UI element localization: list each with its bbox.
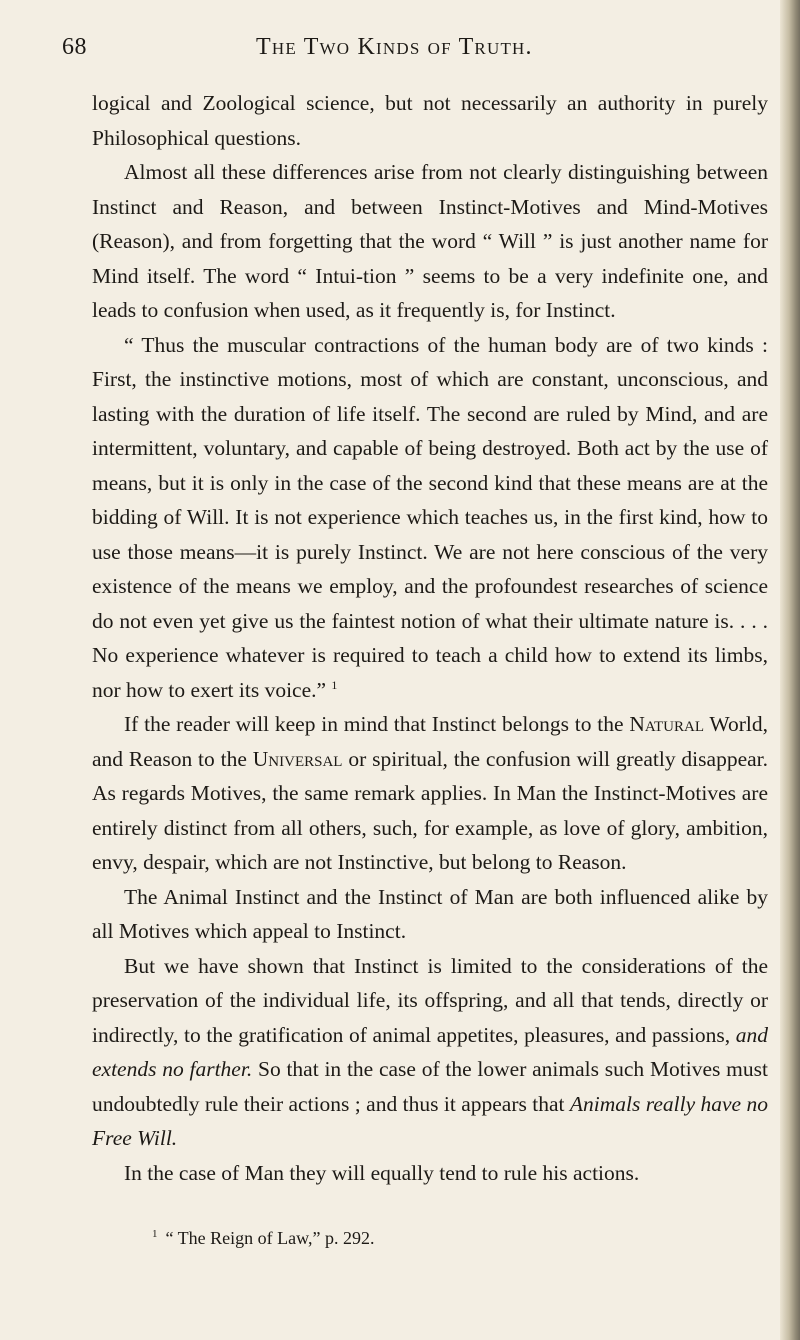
footnote xyxy=(152,1226,752,1250)
text-run: World, and Reason to the xyxy=(92,712,768,771)
body-text xyxy=(92,86,768,1190)
paragraph xyxy=(92,707,768,880)
text-run: Natural xyxy=(629,712,705,736)
text-run: Animals really have no Free Will. xyxy=(92,1091,768,1150)
text-run: The Animal Instinct and the Instinct of Man are both influenced alike by all Motives which appeal to Instinct. xyxy=(92,884,768,943)
text-run: Universal xyxy=(252,746,343,771)
paragraph xyxy=(92,328,768,708)
text-run: In the case of Man they will equally tend to rule his actions. xyxy=(124,1160,640,1185)
footnote-reference: 1 xyxy=(331,677,338,692)
text-run: “ Thus the muscular contractions of the human body are of two kinds : First, the instinctive motions, most of which are constant, unconscious, and lasting with the duration of life itself. The second are ruled by Mind, and are intermittent, voluntary, and capable of being destroyed. Both act by the use of means, but it is only in the case of the second kind that these means are at the bidding of Will. It is not experience which teaches us, in the first kind, how to use those means—it is purely Instinct. We are not here conscious of the very existence of the means we employ, and the profoundest researches of science do not even yet give us the faintest notion of what their ultimate nature is. . . . No experience whatever is required to teach a child how to extend its limbs, nor how to exert its voice.” xyxy=(92,332,768,702)
paragraph xyxy=(92,1156,768,1191)
footnote-marker: 1 xyxy=(152,1228,158,1240)
running-title: The Two Kinds of Truth. xyxy=(256,34,533,60)
paragraph xyxy=(92,86,768,155)
text-run: logical and Zoological science, but not necessarily an authority in purely Philosophical questions. xyxy=(92,91,768,150)
page-number: 68 xyxy=(62,34,87,60)
text-run: or spiritual, the confusion will greatly disappear. As regards Motives, the same remark applies. In Man the Instinct-Motives are entirely distinct from all others, such, for example, as love of glory, ambition, envy, despair, which are not Instinctive, but belong to Reason. xyxy=(92,746,768,874)
running-header xyxy=(62,34,722,68)
footnote-text: “ The Reign of Law,” p. 292. xyxy=(165,1228,375,1248)
page-edge-shadow xyxy=(780,0,800,1340)
text-run: So that in the case of the lower animals such Motives must undoubtedly rule their actions ; and thus it appears that xyxy=(92,1057,768,1116)
text-run: If the reader will keep in mind that Instinct belongs to the xyxy=(124,712,630,736)
paragraph xyxy=(92,155,768,328)
text-run: But we have shown that Instinct is limited to the considerations of the preservation of the individual life, its offspring, and all that tends, directly or indirectly, to the gratification of animal appetites, pleasures, and passions, xyxy=(92,953,768,1047)
paragraph xyxy=(92,949,768,1156)
text-run: and extends no farther. xyxy=(92,1022,768,1081)
text-run: Almost all these differences arise from not clearly distinguishing between Instinct and Reason, and between Instinct-Motives and Mind-Motives (Reason), and from forgetting that the word “ Will ” is just another name for Mind itself. The word “ Intui-tion ” seems to be a very indefinite one, and leads to confusion when used, as it frequently is, for Instinct. xyxy=(92,160,768,322)
paragraph xyxy=(92,880,768,949)
